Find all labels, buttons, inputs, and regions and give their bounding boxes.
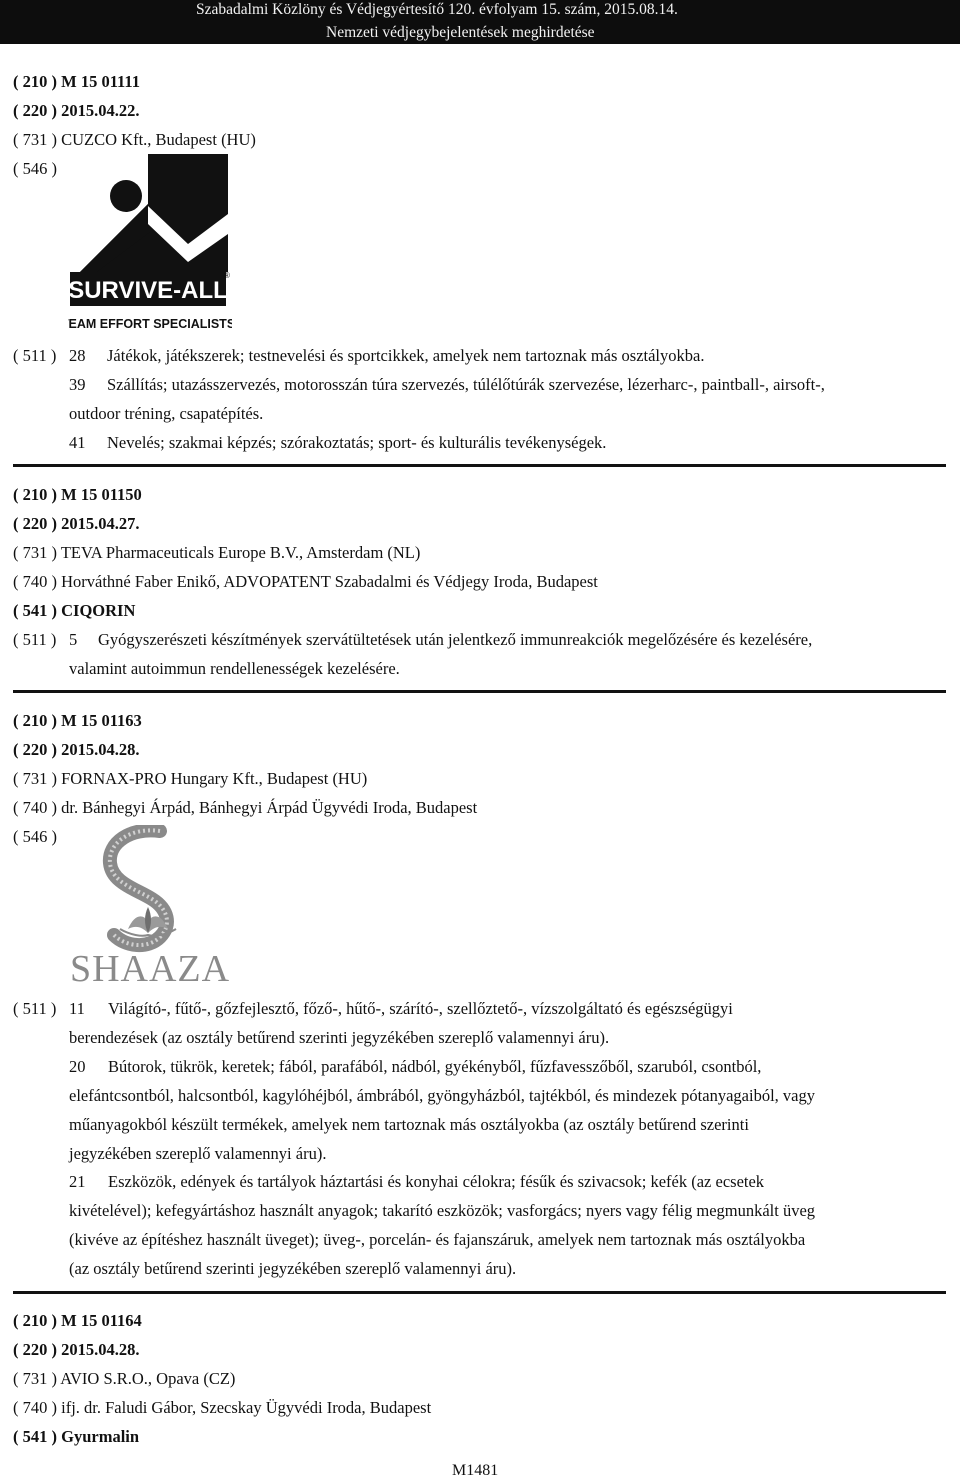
- page-number: M1481: [452, 1462, 499, 1479]
- entry3-class-11-number: 11: [69, 999, 85, 1018]
- entry4-word-mark: ( 541 ) Gyurmalin: [13, 1427, 140, 1446]
- entry1-class-28-number: 28: [69, 346, 86, 365]
- logo-tagline: TEAM EFFORT SPECIALISTS: [68, 317, 232, 331]
- entry2-representative: ( 740 ) Horváthné Faber Enikő, ADVOPATENT Szabadalmi és Védjegy Iroda, Budapest: [13, 572, 598, 591]
- logo-registered-mark: ®: [224, 271, 230, 280]
- entry1-applicant: ( 731 ) CUZCO Kft., Budapest (HU): [13, 130, 256, 149]
- entry1-class-41-number: 41: [69, 433, 86, 452]
- entry-separator: [13, 690, 946, 693]
- entry3-class-21-number: 21: [69, 1172, 86, 1191]
- entry-separator: [13, 464, 946, 467]
- entry2-application-number: ( 210 ) M 15 01150: [13, 485, 142, 504]
- entry3-class-21-text-cont: (kivéve az építéshez használt üveget); üveg-, porcelán- és fajanszáruk, amelyek nem tartoznak más osztályokba: [69, 1230, 806, 1249]
- entry3-classes-label: ( 511 ): [13, 999, 57, 1018]
- survive-all-logo: [68, 154, 232, 332]
- header-section-title: Nemzeti védjegybejelentések meghirdetése: [326, 24, 595, 41]
- entry3-class-21-text: Eszközök, edények és tartályok háztartási és konyhai célokra; fésűk és szivacsok; kefék (az ecsetek: [108, 1172, 765, 1191]
- shaaza-wordmark: SHAAZA: [69, 948, 231, 987]
- entry1-class-39-text: Szállítás; utazásszervezés, motorosszán túra szervezés, túlélőtúrák szervezése, lézerharc-, paintball-, airsoft-,: [107, 375, 825, 394]
- entry3-representative: ( 740 ) dr. Bánhegyi Árpád, Bánhegyi Árpád Ügyvédi Iroda, Budapest: [13, 798, 478, 817]
- shaaza-logo: [68, 825, 232, 987]
- entry2-class-5-text: Gyógyszerészeti készítmények szervátültetések után jelentkező immunreakciók megelőzésére és kezelésére,: [98, 630, 813, 649]
- entry1-figurative-label: ( 546 ): [13, 159, 57, 178]
- page-header: [0, 0, 960, 44]
- entry1-class-41-text: Nevelés; szakmai képzés; szórakoztatás; sport- és kulturális tevékenységek.: [107, 433, 607, 452]
- header-journal-title: Szabadalmi Közlöny és Védjegyértesítő 120. évfolyam 15. szám, 2015.08.14.: [196, 1, 678, 18]
- entry3-class-21-text-cont: (az osztály betűrend szerinti jegyzékében szereplő valamennyi áru).: [69, 1259, 517, 1278]
- entry3-filing-date: ( 220 ) 2015.04.28.: [13, 740, 140, 759]
- entry3-applicant: ( 731 ) FORNAX-PRO Hungary Kft., Budapest (HU): [13, 769, 368, 788]
- entry3-figurative-label: ( 546 ): [13, 827, 57, 846]
- entry3-class-20-number: 20: [69, 1057, 86, 1076]
- entry1-class-28-text: Játékok, játékszerek; testnevelési és sportcikkek, amelyek nem tartoznak más osztályokba.: [107, 346, 705, 365]
- entry3-class-20-text-cont: jegyzékében szereplő valamennyi áru).: [69, 1144, 327, 1163]
- entry3-class-20-text: Bútorok, tükrök, keretek; fából, parafából, nádból, gyékényből, fűzfavesszőből, szaruból, csontból,: [108, 1057, 762, 1076]
- entry3-class-21-text-cont: kivételével); kefegyártáshoz használt anyagok; takarító eszközök; vasforgács; nyers vagy félig megmunkált üveg: [69, 1201, 816, 1220]
- entry2-class-5-number: 5: [69, 630, 78, 649]
- entry4-representative: ( 740 ) ifj. dr. Faludi Gábor, Szecskay Ügyvédi Iroda, Budapest: [13, 1398, 432, 1417]
- entry-separator: [13, 1291, 946, 1294]
- entry1-classes-label: ( 511 ): [13, 346, 57, 365]
- entry2-classes-label: ( 511 ): [13, 630, 57, 649]
- entry3-class-11-text: Világító-, fűtő-, gőzfejlesztő, főző-, hűtő-, szárító-, szellőztető-, vízszolgáltató és egészségügyi: [108, 999, 733, 1018]
- entry2-filing-date: ( 220 ) 2015.04.27.: [13, 514, 140, 533]
- entry4-filing-date: ( 220 ) 2015.04.28.: [13, 1340, 140, 1359]
- entry3-class-11-text-cont: berendezések (az osztály betűrend szerinti jegyzékében szereplő valamennyi áru).: [69, 1028, 610, 1047]
- entry2-word-mark: ( 541 ) CIQORIN: [13, 601, 136, 620]
- entry3-class-20-text-cont: műanyagokból készült termékek, amelyek nem tartoznak más osztályokba (az osztály betűrend szerinti: [69, 1115, 749, 1134]
- entry1-filing-date: ( 220 ) 2015.04.22.: [13, 101, 140, 120]
- entry3-class-20-text-cont: elefántcsontból, halcsontból, kagylóhéjból, ámbrából, gyöngyházból, tajtékból, és mindezek pótanyagaiból, vagy: [69, 1086, 815, 1105]
- entry2-class-5-text-cont: valamint autoimmun rendellenességek kezelésére.: [69, 659, 400, 678]
- entry1-class-39-number: 39: [69, 375, 86, 394]
- entry1-class-39-text-cont: outdoor tréning, csapatépítés.: [69, 404, 264, 423]
- entry2-applicant: ( 731 ) TEVA Pharmaceuticals Europe B.V., Amsterdam (NL): [13, 543, 421, 562]
- entry4-applicant: ( 731 ) AVIO S.R.O., Opava (CZ): [13, 1369, 236, 1388]
- entry1-application-number: ( 210 ) M 15 01111: [13, 72, 140, 91]
- entry4-application-number: ( 210 ) M 15 01164: [13, 1311, 142, 1330]
- entry3-application-number: ( 210 ) M 15 01163: [13, 711, 142, 730]
- logo-wordmark: SURVIVE-ALL: [68, 277, 228, 304]
